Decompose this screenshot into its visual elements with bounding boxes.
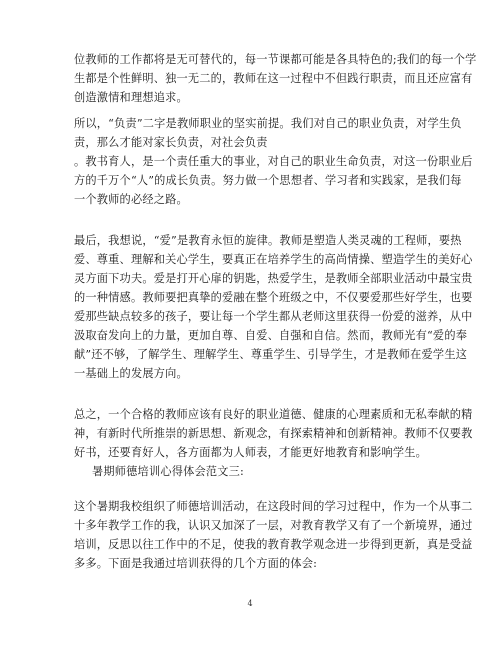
paragraph-1-line-2: 生都是个性鲜明、独一无二的，教师在这一过程中不但践行职责，而且还应富有 (74, 72, 473, 85)
paragraph-3-line-6: 汲取奋发向上的力量，更加自尊、自爱、自强和自信。然而，教师光有“爱的奉 (74, 329, 468, 342)
paragraph-3-line-3: 灵方面下功夫。爱是打开心扉的钥匙，热爱学生，是教师全部职业活动中最宝贵 (74, 272, 473, 285)
paragraph-5-line-1: 这个暑期我校组织了师德培训活动，在这段时间的学习过程中，作为一个从事二 (74, 500, 473, 513)
paragraph-2-line-4: 方的千万个“人”的成长负责。努力做一个思想者、学习者和实践家，是我们每 (74, 174, 462, 187)
paragraph-3-line-7: 献”还不够，了解学生、理解学生、尊重学生、引导学生，才是教师在爱学生这 (74, 348, 468, 361)
paragraph-3-line-5: 爱那些缺点较多的孩子，要让每一个学生都从老师这里获得一份爱的滋养，从中 (74, 310, 473, 323)
page-number: 4 (247, 599, 253, 608)
paragraph-2-line-5: 一个教师的必经之路。 (74, 193, 188, 206)
paragraph-3-line-2: 爱、尊重、理解和关心学生，要真正在培养学生的高尚情操、塑造学生的美好心 (74, 253, 473, 266)
paragraph-1-line-3: 创造激情和理想追求。 (74, 91, 188, 104)
paragraph-4-line-3: 好书，还要育好人，各方面都为人师表，才能更好地教育和影响学生。 (74, 446, 428, 459)
paragraph-5-line-3: 培训，反思以往工作中的不足，使我的教育教学观念进一步得到更新，真是受益 (74, 538, 473, 551)
paragraph-2-line-3: 。教书育人，是一个责任重大的事业，对自己的职业生命负责，对这一份职业后 (74, 155, 473, 168)
paragraph-4-line-1: 总之，一个合格的教师应该有良好的职业道德、健康的心理素质和无私奉献的精 (74, 408, 473, 421)
paragraph-1-line-1: 位教师的工作都将是无可替代的，每一节课都可能是各具特色的;我们的每一个学 (74, 53, 477, 66)
section-heading: 暑期师德培训心得体会范文三: (92, 465, 245, 478)
paragraph-5-line-2: 十多年教学工作的我，认识又加深了一层，对教育教学又有了一个新境界，通过 (74, 519, 473, 532)
paragraph-2-line-1: 所以，“负责”二字是教师职业的坚实前提。我们对自己的职业负责，对学生负 (74, 117, 462, 130)
paragraph-3-line-4: 的一种情感。教师要把真挚的爱融在整个班级之中，不仅要爱那些好学生，也要 (74, 291, 473, 304)
paragraph-3-line-1: 最后，我想说，“爱”是教育永恒的旋律。教师是塑造人类灵魂的工程师，要热 (74, 234, 462, 247)
paragraph-5-line-4: 多多。下面是我通过培训获得的几个方面的体会: (74, 557, 318, 570)
paragraph-4-line-2: 神，有新时代所推崇的新思想、新观念，有探索精神和创新精神。教师不仅要教 (74, 427, 473, 440)
paragraph-3-line-8: 一基础上的发展方向。 (74, 367, 188, 380)
paragraph-2-line-2: 责，那么才能对家长负责，对社会负责 (74, 136, 268, 149)
